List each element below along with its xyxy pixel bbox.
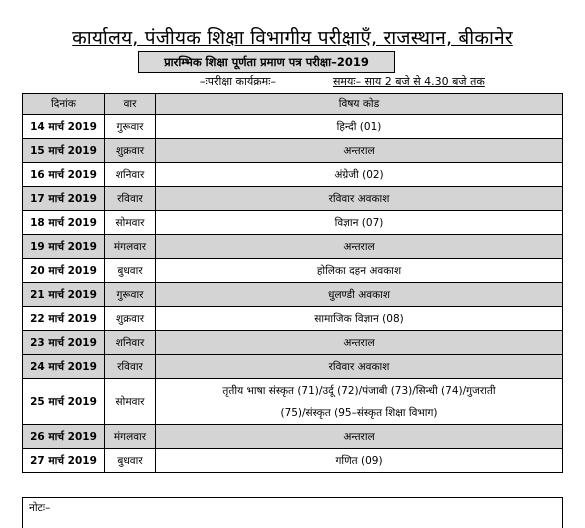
row-date: 24 मार्च 2019 [23, 355, 105, 379]
table-row [23, 259, 563, 283]
header-day: वार [105, 94, 156, 115]
row-day: बुधवार [105, 449, 156, 473]
row-subject: हिन्दी (01) [156, 115, 563, 139]
row-day: शुक्रवार [105, 139, 156, 163]
row-day: रविवार [105, 355, 156, 379]
row-subject: विज्ञान (07) [156, 211, 563, 235]
row-subject: अन्तराल [156, 235, 563, 259]
row-day: शुक्रवार [105, 307, 156, 331]
row-subject: अंग्रेजी (02) [156, 163, 563, 187]
table-header-row [23, 94, 563, 115]
row-date: 15 मार्च 2019 [23, 139, 105, 163]
row-day: शनिवार [105, 163, 156, 187]
exam-name-box: प्रारम्भिक शिक्षा पूर्णता प्रमाण पत्र परीक्षा–2019 [138, 51, 395, 73]
header-date: दिनांक [23, 94, 105, 115]
table-row [23, 425, 563, 449]
table-row [23, 283, 563, 307]
row-day: सोमवार [105, 211, 156, 235]
row-date: 16 मार्च 2019 [23, 163, 105, 187]
row-date: 23 मार्च 2019 [23, 331, 105, 355]
exam-timing: समयः– साय 2 बजे से 4.30 बजे तक [333, 75, 485, 88]
exam-schedule-table [22, 93, 563, 473]
row-day: मंगलवार [105, 235, 156, 259]
table-row [23, 211, 563, 235]
row-subject-line-2: (75)/संस्कृत (95–संस्कृत शिक्षा विभाग) [280, 406, 438, 419]
row-date: 26 मार्च 2019 [23, 425, 105, 449]
row-date: 22 मार्च 2019 [23, 307, 105, 331]
row-subject [156, 379, 563, 425]
table-row [23, 355, 563, 379]
table-row [23, 331, 563, 355]
row-day: गुरूवार [105, 115, 156, 139]
row-day: सोमवार [105, 379, 156, 425]
row-subject: धुलण्डी अवकाश [156, 283, 563, 307]
page-title: कार्यालय, पंजीयक शिक्षा विभागीय परीक्षाएँ, राजस्थान, बीकानेर [72, 27, 513, 49]
table-row [23, 163, 563, 187]
table-row [23, 449, 563, 473]
row-day: गुरूवार [105, 283, 156, 307]
row-subject: अन्तराल [156, 331, 563, 355]
row-subject-line-1: तृतीय भाषा संस्कृत (71)/उर्दू (72)/पंजाबी (73)/सिन्धी (74)/गुजराती [222, 384, 496, 397]
row-subject: रविवार अवकाश [156, 355, 563, 379]
row-subject: रविवार अवकाश [156, 187, 563, 211]
row-date: 27 मार्च 2019 [23, 449, 105, 473]
row-subject: अन्तराल [156, 139, 563, 163]
row-subject: गणित (09) [156, 449, 563, 473]
row-day: शनिवार [105, 331, 156, 355]
row-date: 20 मार्च 2019 [23, 259, 105, 283]
row-date: 21 मार्च 2019 [23, 283, 105, 307]
table-row [23, 379, 563, 425]
row-subject: सामाजिक विज्ञान (08) [156, 307, 563, 331]
row-date: 25 मार्च 2019 [23, 379, 105, 425]
row-day: मंगलवार [105, 425, 156, 449]
row-date: 19 मार्च 2019 [23, 235, 105, 259]
header-subject: विषय कोड [156, 94, 563, 115]
table-row [23, 115, 563, 139]
row-subject: होलिका दहन अवकाश [156, 259, 563, 283]
row-day: रविवार [105, 187, 156, 211]
row-date: 17 मार्च 2019 [23, 187, 105, 211]
note-label: नोटः– [29, 502, 51, 514]
note-section [22, 497, 563, 528]
table-row [23, 307, 563, 331]
table-row [23, 139, 563, 163]
row-date: 14 मार्च 2019 [23, 115, 105, 139]
row-date: 18 मार्च 2019 [23, 211, 105, 235]
table-row [23, 235, 563, 259]
row-day: बुधवार [105, 259, 156, 283]
program-label: –ःपरीक्षा कार्यक्रमः– [200, 75, 276, 88]
table-row [23, 187, 563, 211]
row-subject: अन्तराल [156, 425, 563, 449]
